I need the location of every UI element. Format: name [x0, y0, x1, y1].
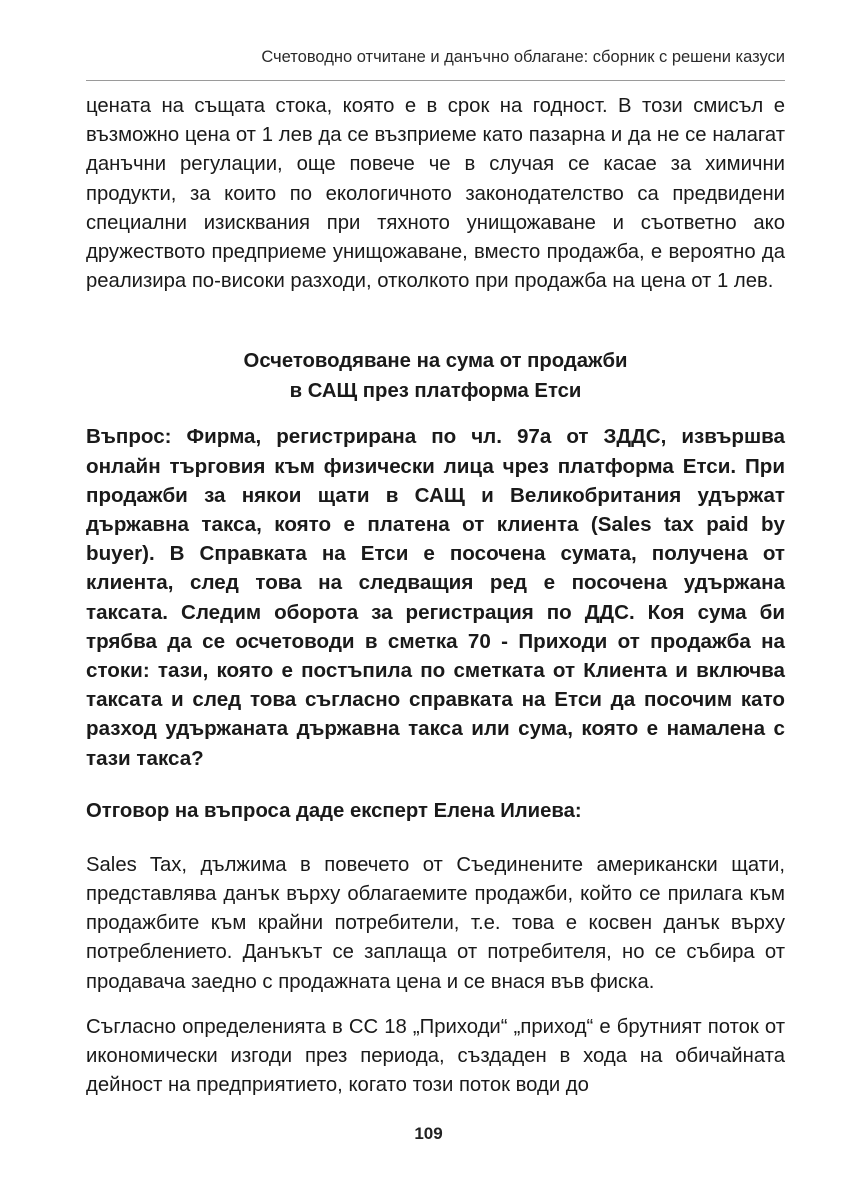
section-title-line-2: в САЩ през платформа Етси	[289, 380, 582, 403]
page-number: 109	[414, 1124, 443, 1143]
sales-tax-paragraph: Sales Tax, дължима в повечето от Съединените американски щати, представлява данък върху облагаемите продажби, който се прилага към продажбите към крайни потребители, т.е. това е косвен данък върху потреблението. Данъкът се заплаща от потребителя, но се събира от продавача заедно с продажната цена и се внася във фиска.	[86, 853, 785, 993]
answer-heading: Отговор на въпроса даде експерт Елена Илиева:	[86, 799, 582, 822]
question-paragraph: Въпрос: Фирма, регистрирана по чл. 97а от ЗДДС, извършва онлайн търговия към физически лица чрез платформа Етси. При продажби за някои щати в САЩ и Великобритания удържат държавна такса, която е платена от клиента (Sales tax paid by buyer). В Справката на Етси е посочена сумата, получена от клиента, след това на следващия ред е посочена удържана таксата. Следим оборота за регистрация по ДДС. Коя сума би трябва да се осчетоводи в сметка 70 - Приходи от продажба на стоки: тази, която е постъпила по сметката от Клиента и включва таксата и след това съгласно справката на Етси да посочим като разход удържаната държавна такса или сума, която е намалена с тази такса?	[86, 425, 785, 770]
running-header: Счетоводно отчитане и данъчно облагане: сборник с решени казуси	[261, 48, 785, 66]
definition-paragraph: Съгласно определенията в СС 18 „Приходи“ „приход“ е брутният поток от икономически изгоди през периода, създаден в хода на обичайната дейност на предприятието, когато този поток води до	[86, 1015, 785, 1097]
section-title-line-1: Осчетоводяване на сума от продажби	[243, 350, 628, 373]
header-divider	[86, 80, 785, 81]
intro-paragraph: цената на същата стока, която е в срок на годност. В този смисъл е възможно цена от 1 лев да се възприеме като пазарна и да не се налагат данъчни регулации, още повече че в случая се касае за химични продукти, за които по екологичното законодателство са предвидени специални изисквания при тяхното унищожаване и съответно ако дружеството предприеме унищожаване, вместо продажба, е вероятно да реализира по-високи разходи, отколкото при продажба на цена от 1 лев.	[86, 95, 785, 293]
page-content	[86, 92, 785, 1100]
section-title	[86, 346, 785, 406]
